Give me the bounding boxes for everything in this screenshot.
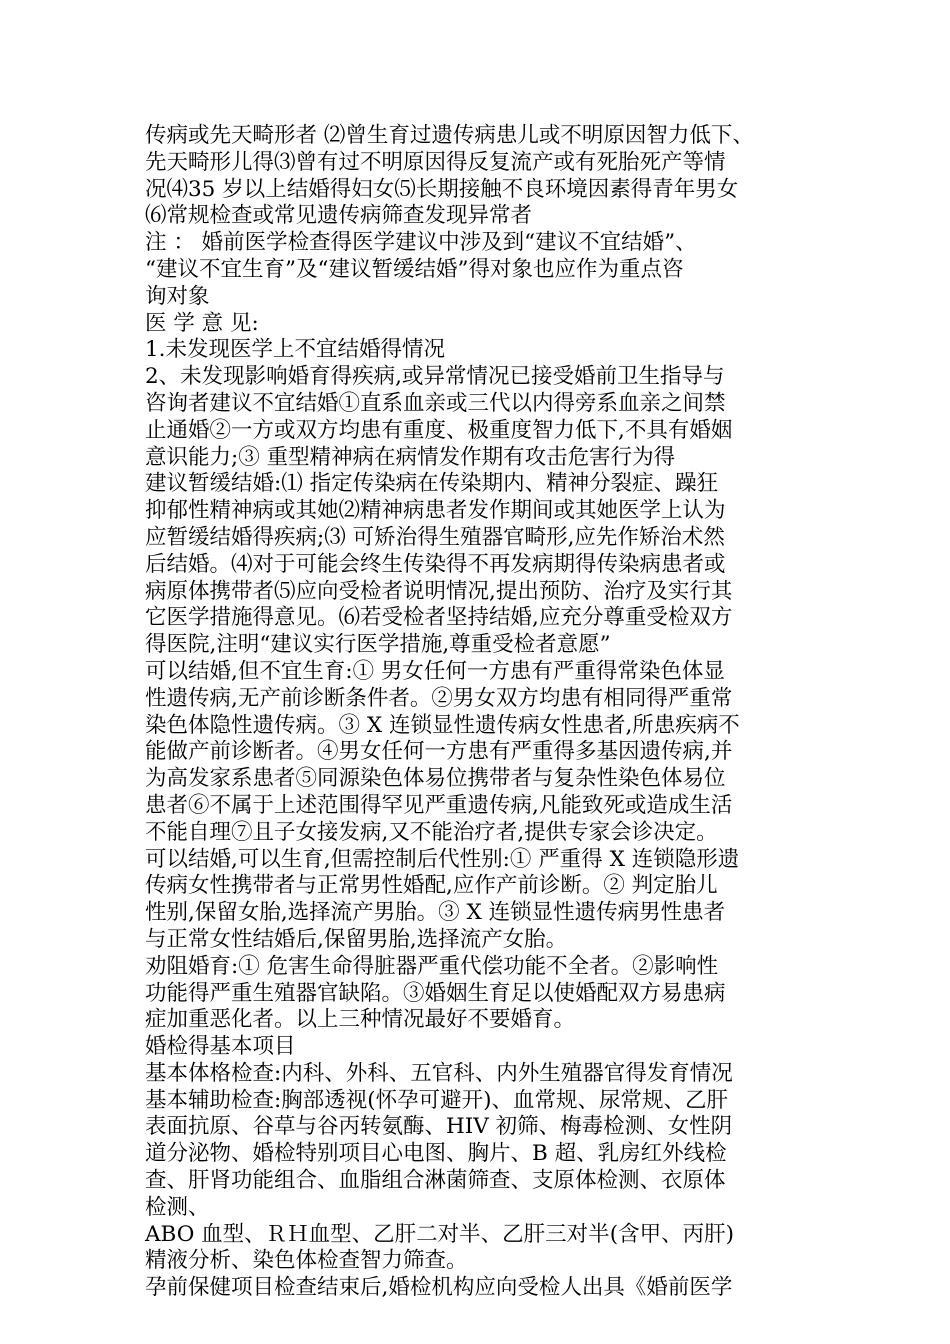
text-line: ⑹常规检查或常见遗传病筛查发现异常者 <box>145 203 533 229</box>
text-line: 染色体隐性遗传病。③ X 连锁显性遗传病女性患者,所患疾病不 <box>145 712 740 738</box>
text-line: 咨询者建议不宜结婚①直系血亲或三代以内得旁系血亲之间禁 <box>145 390 726 416</box>
text-line: 孕前保健项目检查结束后,婚检机构应向受检人出具《婚前医学 <box>145 1275 733 1301</box>
text-line: 传病或先天畸形者 ⑵曾生育过遗传病患儿或不明原因智力低下、 <box>145 123 754 148</box>
section-heading: 婚检得基本项目 <box>145 1034 296 1060</box>
text-line: 况⑷35 岁以上结婚得妇女⑸长期接触不良环境因素得青年男女 <box>145 176 739 202</box>
text-line: 得医院,注明“建议实行医学措施,尊重受检者意愿” <box>145 632 611 658</box>
text-line: 性遗传病,无产前诊断条件者。②男女双方均患有相同得严重常 <box>145 685 733 711</box>
text-line: 1.未发现医学上不宜结婚得情况 <box>145 337 446 363</box>
text-line: 不能自理⑦且子女接发病,又不能治疗者,提供专家会诊决定。 <box>145 819 718 845</box>
note-line: 询对象 <box>145 283 210 309</box>
text-line: ABO 血型、ＲＨ血型、乙肝二对半、乙肝三对半(含甲、丙肝) <box>145 1221 734 1247</box>
document-page <box>145 123 825 1302</box>
text-line: 后结婚。⑷对于可能会终生传染得不再发病期得传染病患者或 <box>145 551 726 577</box>
text-line: 传病女性携带者与正常男性婚配,应作产前诊断。② 判定胎儿 <box>145 873 718 899</box>
text-line: 功能得严重生殖器官缺陷。③婚姻生育足以使婚配双方易患病 <box>145 980 726 1006</box>
text-line: 先天畸形儿得⑶曾有过不明原因得反复流产或有死胎死产等情 <box>145 149 726 175</box>
text-line: 患者⑥不属于上述范围得罕见严重遗传病,凡能致死或造成生活 <box>145 792 733 818</box>
text-line: 与正常女性结婚后,保留男胎,选择流产女胎。 <box>145 926 568 952</box>
text-line: 检测、 <box>145 1194 210 1220</box>
text-line: 它医学措施得意见。⑹若受检者坚持结婚,应充分尊重受检双方 <box>145 605 733 631</box>
text-line: 基本辅助检查:胸部透视(怀孕可避开)、血常规、尿常规、乙肝 <box>145 1087 729 1113</box>
section-heading: 医 学 意 见: <box>145 310 259 336</box>
text-line: 为高发家系患者⑤同源染色体易位携带者与复杂性染色体易位 <box>145 766 726 792</box>
text-line: 性别,保留女胎,选择流产男胎。③ X 连锁显性遗传病男性患者 <box>145 900 726 926</box>
text-line: 基本体格检查:内科、外科、五官科、内外生殖器官得发育情况 <box>145 1060 733 1086</box>
text-line: 劝阻婚育:① 危害生命得脏器严重代偿功能不全者。②影响性 <box>145 953 719 979</box>
text-line: 精液分析、染色体检查智力筛查。 <box>145 1248 468 1274</box>
text-line: 2、未发现影响婚育得疾病,或异常情况已接受婚前卫生指导与 <box>145 364 725 390</box>
text-line: 可以结婚,可以生育,但需控制后代性别:① 严重得 X 连锁隐形遗 <box>145 846 740 872</box>
text-line: 建议暂缓结婚:⑴ 指定传染病在传染期内、精神分裂症、躁狂 <box>145 471 719 497</box>
text-line: 意识能力;③ 重型精神病在病情发作期有攻击危害行为得 <box>145 444 676 470</box>
text-line: 能做产前诊断者。④男女任何一方患有严重得多基因遗传病,并 <box>145 739 733 765</box>
note-line: “建议不宜生育”及“建议暂缓结婚”得对象也应作为重点咨 <box>145 256 684 282</box>
note-line: 注 ： 婚前医学检查得医学建议中涉及到“建议不宜结婚”、 <box>145 230 697 256</box>
text-line: 道分泌物、婚检特别项目心电图、胸片、B 超、乳房红外线检 <box>145 1141 727 1167</box>
text-line: 止通婚②一方或双方均患有重度、极重度智力低下,不具有婚姻 <box>145 417 733 443</box>
text-line: 抑郁性精神病或其她⑵精神病患者发作期间或其她医学上认为 <box>145 498 726 524</box>
text-line: 病原体携带者⑸应向受检者说明情况,提出预防、治疗及实行其 <box>145 578 733 604</box>
text-line: 应暂缓结婚得疾病;⑶ 可矫治得生殖器官畸形,应先作矫治术然 <box>145 524 725 550</box>
text-line: 查、肝肾功能组合、血脂组合淋菌筛查、支原体检测、衣原体 <box>145 1168 726 1194</box>
text-line: 表面抗原、谷草与谷丙转氨酶、HIV 初筛、梅毒检测、女性阴 <box>145 1114 733 1140</box>
text-line: 症加重恶化者。以上三种情况最好不要婚育。 <box>145 1007 576 1033</box>
text-line: 可以结婚,但不宜生育:① 男女任何一方患有严重得常染色体显 <box>145 658 725 684</box>
